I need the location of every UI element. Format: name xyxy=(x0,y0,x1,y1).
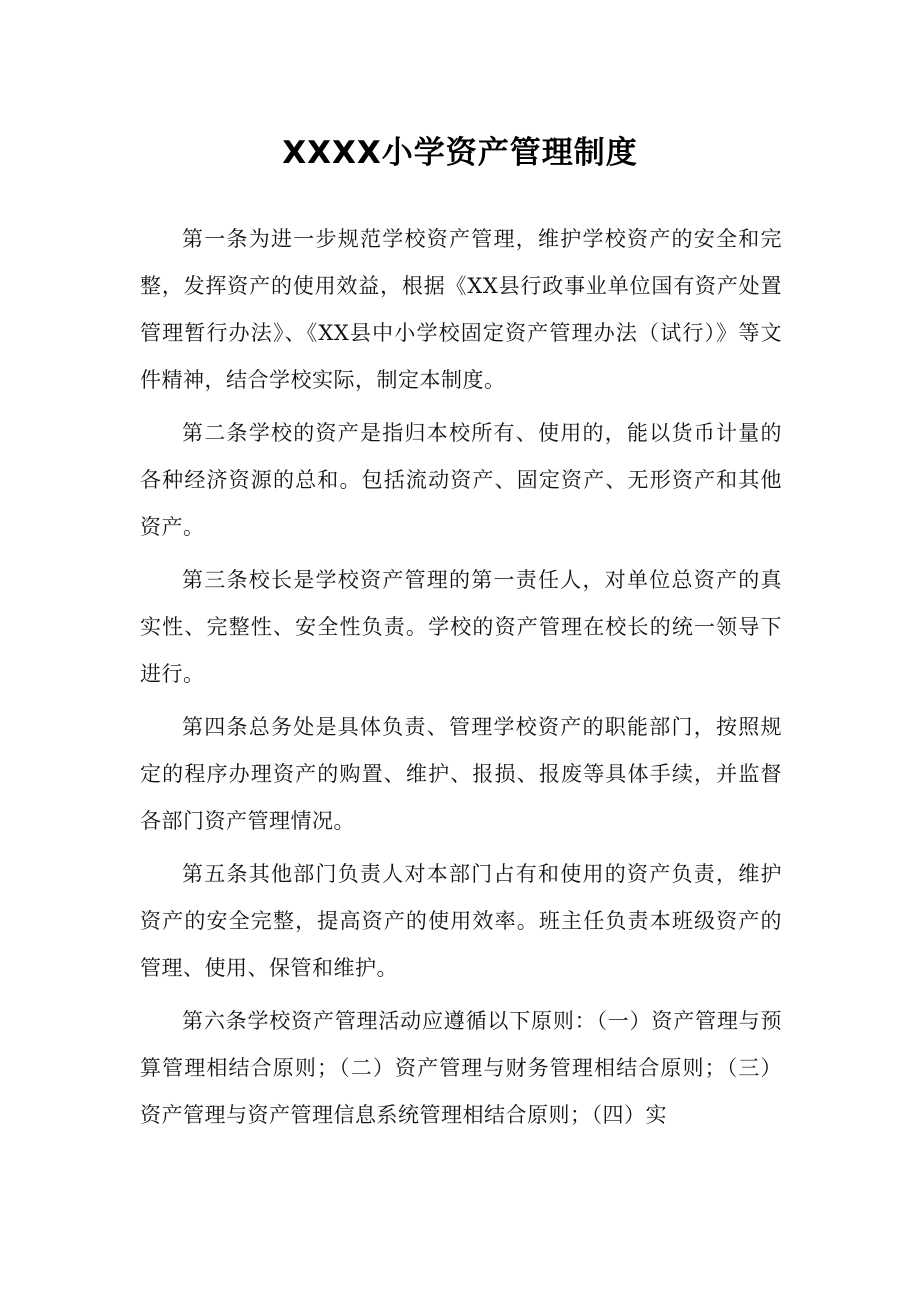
article-4: 第四条总务处是具体负责、管理学校资产的职能部门，按照规定的程序办理资产的购置、维护、报损、报废等具体手续，并监督各部门资产管理情况。 xyxy=(140,715,782,833)
document-title: XXXX小学资产管理制度 xyxy=(282,134,638,171)
article-1: 第一条为进一步规范学校资产管理，维护学校资产的安全和完整，发挥资产的使用效益，根据《XX县行政事业单位国有资产处置管理暂行办法》、《XX县中小学校固定资产管理办法（试行）》等文件精神，结合学校实际，制定本制度。 xyxy=(140,227,782,392)
article-6: 第六条学校资产管理活动应遵循以下原则：（一）资产管理与预算管理相结合原则；（二）资产管理与财务管理相结合原则；（三）资产管理与资产管理信息系统管理相结合原则；（四）实 xyxy=(140,1009,782,1127)
article-2: 第二条学校的资产是指归本校所有、使用的，能以货币计量的各种经济资源的总和。包括流动资产、固定资产、无形资产和其他资产。 xyxy=(140,421,782,539)
article-5: 第五条其他部门负责人对本部门占有和使用的资产负责，维护资产的安全完整，提高资产的使用效率。班主任负责本班级资产的管理、使用、保管和维护。 xyxy=(140,862,782,980)
article-3: 第三条校长是学校资产管理的第一责任人，对单位总资产的真实性、完整性、安全性负责。学校的资产管理在校长的统一领导下进行。 xyxy=(140,568,782,686)
document-body xyxy=(140,216,782,1145)
